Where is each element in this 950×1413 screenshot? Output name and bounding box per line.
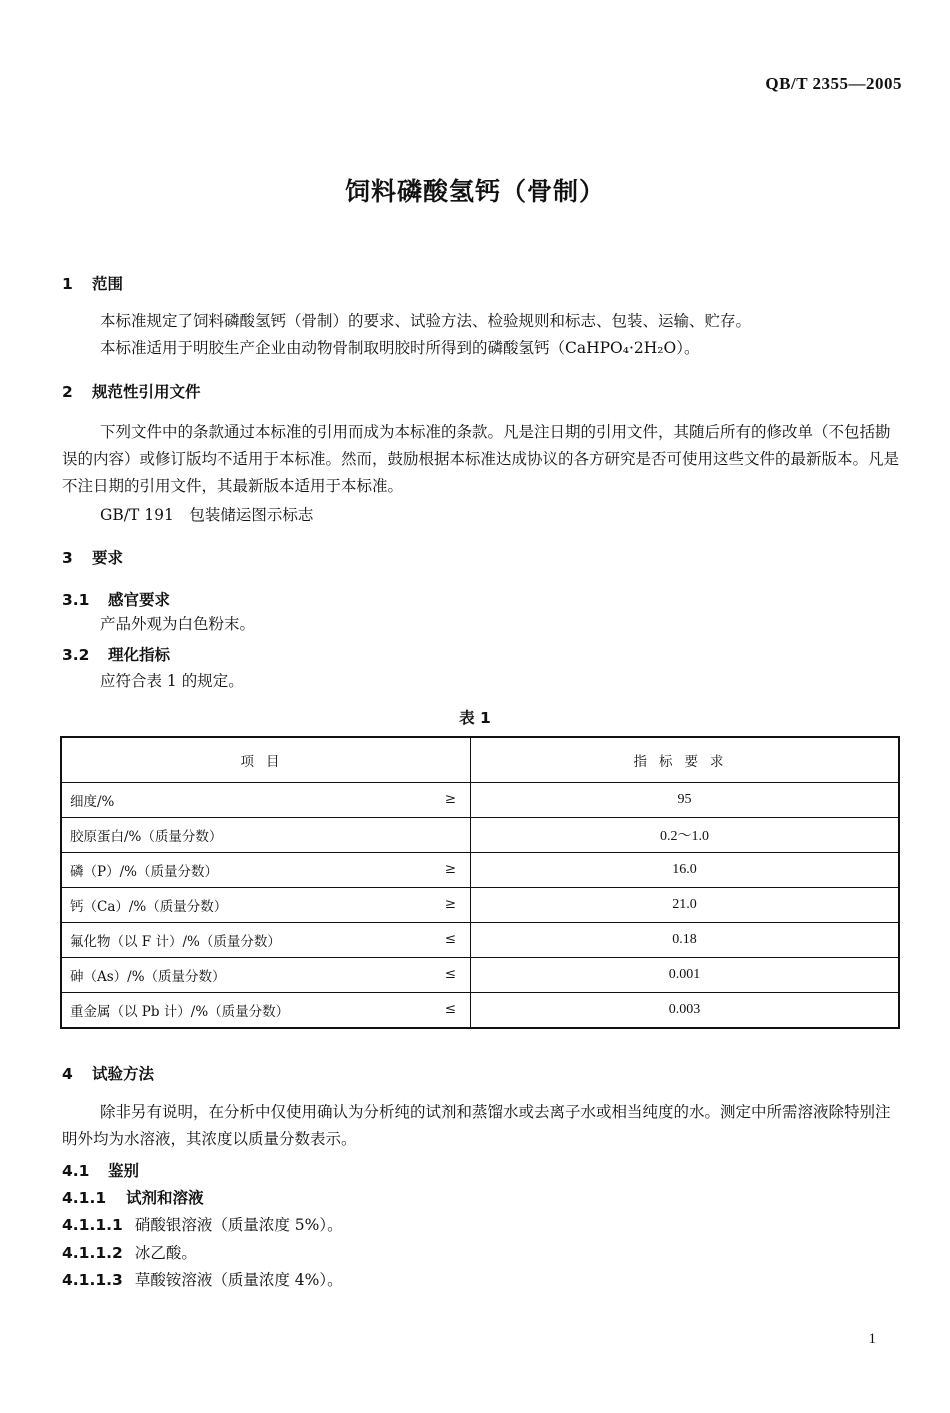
- table-row: [61, 888, 899, 923]
- section-title: 规范性引用文件: [92, 383, 201, 401]
- section-title: 试剂和溶液: [126, 1189, 204, 1207]
- section-title: 要求: [92, 549, 124, 567]
- comparison-symbol: ≥: [444, 791, 456, 807]
- table-row: [61, 853, 899, 888]
- section-title: 鉴别: [108, 1162, 140, 1180]
- section-4-paragraph: 除非另有说明，在分析中仅使用确认为分析纯的试剂和蒸馏水或去离子水或相当纯度的水。测定中所需溶液除特别注明外均为水溶液，其浓度以质量分数表示。: [62, 1103, 891, 1148]
- section-2-paragraph: 下列文件中的条款通过本标准的引用而成为本标准的条款。凡是注日期的引用文件，其随后所有的修改单（不包括勘误的内容）或修订版均不适用于本标准。然而，鼓励根据本标准达成协议的各方研究是否可使用这些文件的最新版本。凡是不注日期的引用文件，其最新版本适用于本标准。: [62, 423, 900, 495]
- row-item-cell: [61, 923, 471, 958]
- section-3-2-heading: [62, 643, 170, 665]
- row-item-label: 重金属（以 Pb 计）/%（质量分数）: [70, 1004, 290, 1020]
- reagent-item: [62, 1268, 343, 1290]
- comparison-symbol: ≤: [444, 966, 456, 982]
- comparison-symbol: ≥: [444, 861, 456, 877]
- section-3-1-heading: [62, 588, 170, 610]
- table-caption: 表 1: [459, 709, 491, 727]
- document-title: 饲料磷酸氢钙（骨制）: [344, 177, 605, 206]
- section-title: 感官要求: [108, 591, 171, 609]
- comparison-symbol: ≤: [444, 931, 456, 947]
- section-title: 范围: [92, 275, 124, 293]
- section-title: 试验方法: [92, 1065, 155, 1083]
- row-item-label: 胶原蛋白/%（质量分数）: [70, 829, 223, 845]
- row-item-cell: [61, 853, 471, 888]
- specification-table: [60, 736, 900, 1029]
- item-number: 4.1.1.2: [62, 1244, 123, 1262]
- item-number: 4.1.1.3: [62, 1271, 123, 1289]
- column-header-item: 项目: [61, 737, 471, 783]
- section-number: 3: [62, 549, 73, 567]
- table-row: [61, 958, 899, 993]
- table-row: [61, 818, 899, 853]
- row-item-label: 砷（As）/%（质量分数）: [70, 969, 226, 985]
- comparison-symbol: ≥: [444, 896, 456, 912]
- row-value: 0.18: [471, 923, 900, 958]
- section-3-2-text: 应符合表 1 的规定。: [100, 672, 244, 690]
- section-3-1-text: 产品外观为白色粉末。: [100, 615, 256, 633]
- reference-gbt191: GB/T 191 包装储运图示标志: [100, 506, 314, 524]
- column-header-requirement: 指标要求: [471, 737, 900, 783]
- row-value: 95: [471, 783, 900, 818]
- row-value: 0.003: [471, 993, 900, 1029]
- row-value: 0.2～1.0: [471, 818, 900, 853]
- row-item-cell: [61, 783, 471, 818]
- standard-code: QB/T 2355—2005: [765, 74, 902, 93]
- item-text: 冰乙酸。: [134, 1244, 197, 1262]
- section-number: 2: [62, 383, 73, 401]
- section-number: 3.2: [62, 646, 90, 664]
- table-row: [61, 923, 899, 958]
- section-number: 4.1: [62, 1162, 90, 1180]
- row-item-cell: [61, 958, 471, 993]
- row-item-label: 细度/%: [70, 794, 115, 810]
- row-value: 21.0: [471, 888, 900, 923]
- item-text: 硝酸银溶液（质量浓度 5%）。: [134, 1216, 343, 1234]
- row-item-label: 氟化物（以 F 计）/%（质量分数）: [70, 934, 281, 950]
- reagent-item: [62, 1213, 343, 1235]
- section-number: 4: [62, 1065, 73, 1083]
- section-4-1-heading: [62, 1159, 139, 1181]
- row-item-cell: [61, 993, 471, 1029]
- section-2-heading: [62, 380, 201, 402]
- section-number: 3.1: [62, 591, 90, 609]
- row-item-cell: [61, 888, 471, 923]
- section-4-1-1-heading: [62, 1186, 204, 1208]
- section-4-heading: [62, 1062, 154, 1084]
- section-1-paragraph-2: 本标准适用于明胶生产企业由动物骨制取明胶时所得到的磷酸氢钙（CaHPO₄·2H₂O）。: [100, 339, 700, 357]
- section-title: 理化指标: [108, 646, 171, 664]
- section-1-heading: [62, 272, 123, 294]
- item-number: 4.1.1.1: [62, 1216, 123, 1234]
- section-1-paragraph-1: 本标准规定了饲料磷酸氢钙（骨制）的要求、试验方法、检验规则和标志、包装、运输、贮存。: [100, 312, 752, 330]
- row-item-label: 磷（P）/%（质量分数）: [70, 864, 218, 880]
- section-3-heading: [62, 546, 123, 568]
- comparison-symbol: ≤: [444, 1001, 456, 1017]
- table-header-row: [61, 737, 899, 783]
- page-number: 1: [868, 1331, 876, 1347]
- row-value: 16.0: [471, 853, 900, 888]
- row-item-cell: [61, 818, 471, 853]
- reagent-item: [62, 1241, 197, 1263]
- row-value: 0.001: [471, 958, 900, 993]
- item-text: 草酸铵溶液（质量浓度 4%）。: [134, 1271, 343, 1289]
- row-item-label: 钙（Ca）/%（质量分数）: [70, 899, 228, 915]
- section-number: 1: [62, 275, 73, 293]
- table-row: [61, 993, 899, 1029]
- section-number: 4.1.1: [62, 1189, 107, 1207]
- table-row: [61, 783, 899, 818]
